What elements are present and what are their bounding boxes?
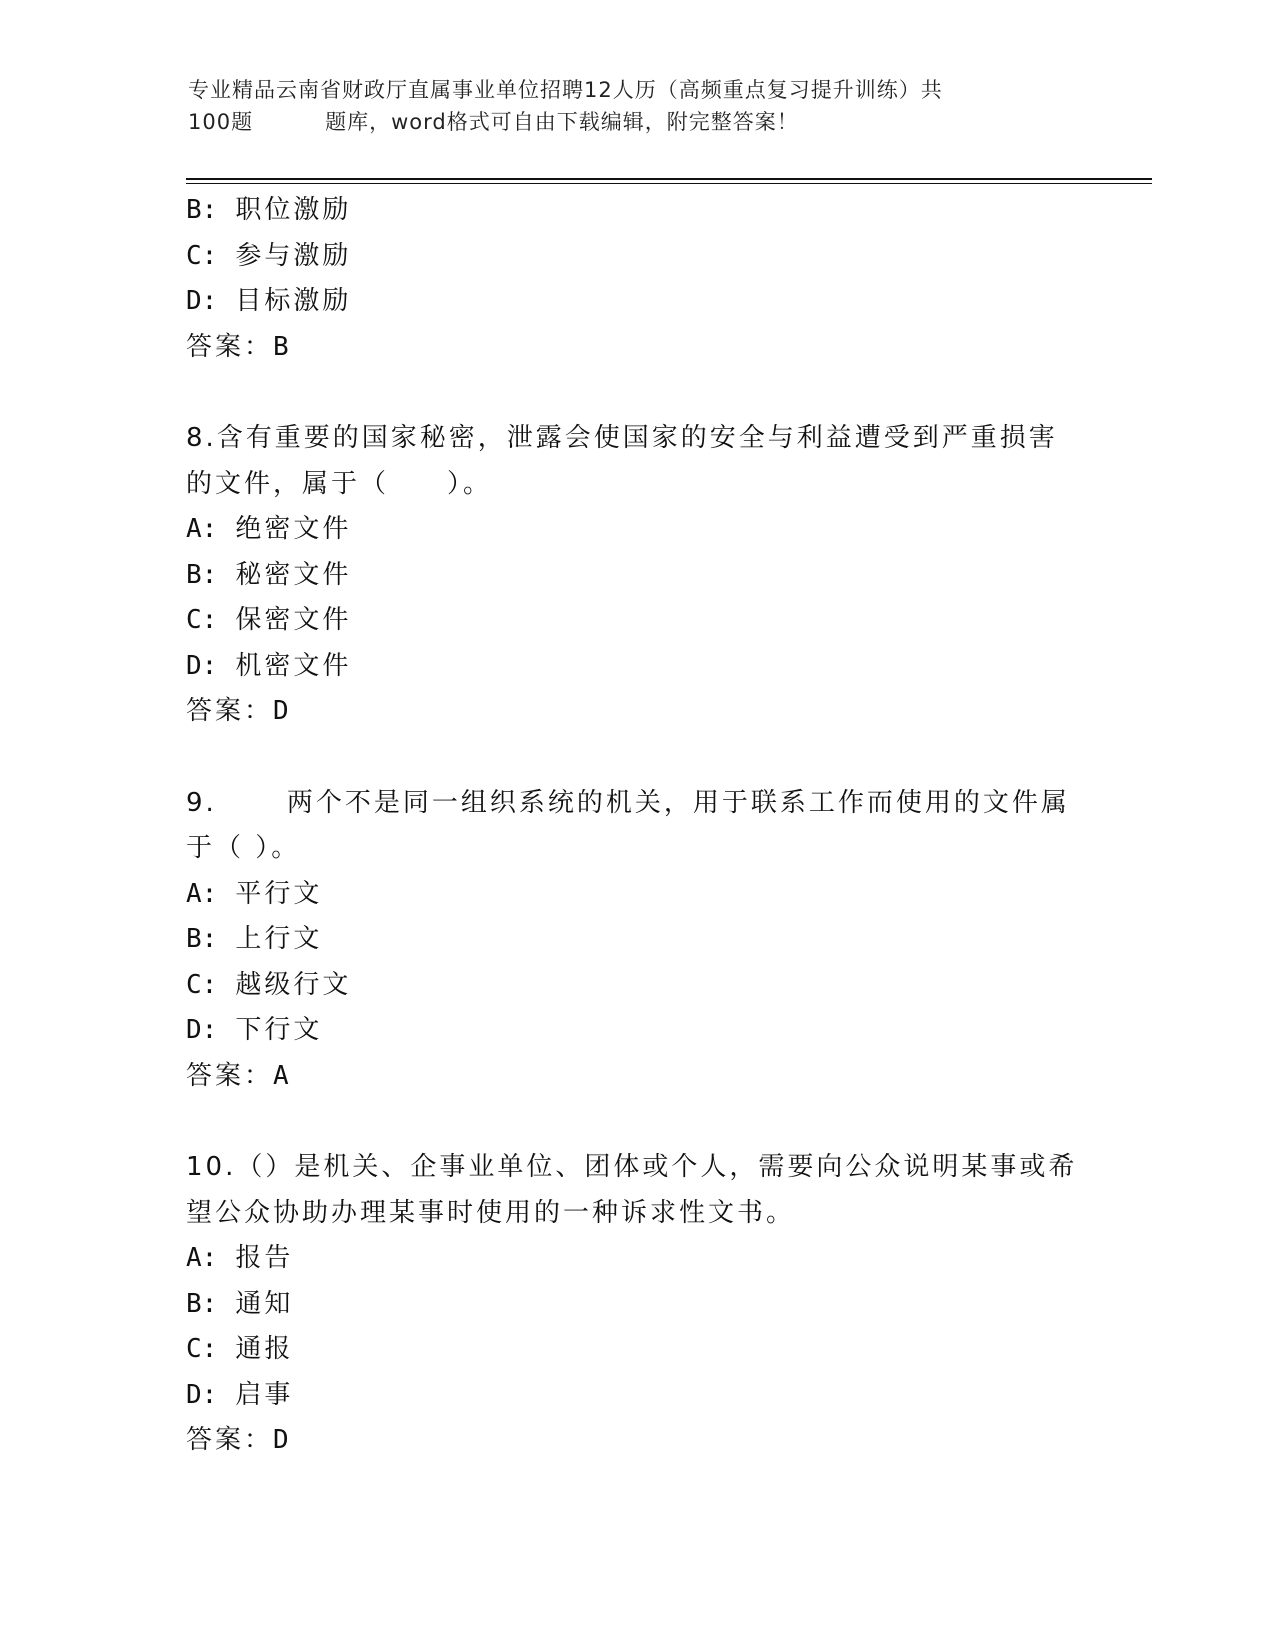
question-9-text-cont: 于（ ）。 xyxy=(186,833,301,863)
option-a: A: 报告 xyxy=(186,1243,294,1273)
header-description: 题库，word格式可自由下载编辑，附完整答案！ xyxy=(325,110,799,134)
option-b: B: 通知 xyxy=(186,1288,294,1319)
header-rule-thick xyxy=(186,178,1152,180)
option-c: C: 越级行文 xyxy=(186,969,352,1000)
question-10-text-cont: 望公众协助办理某事时使用的一种诉求性文书。 xyxy=(186,1197,796,1228)
option-a: A: 平行文 xyxy=(186,878,323,909)
option-b: B: 秘密文件 xyxy=(186,559,352,590)
option-d: D: 启事 xyxy=(186,1379,294,1410)
question-9-text: 9. 两个不是同一组织系统的机关，用于联系工作而使用的文件属 xyxy=(186,787,1070,818)
document-header xyxy=(188,74,1068,138)
option-c: C: 参与激励 xyxy=(186,240,352,271)
option-d: D: 下行文 xyxy=(186,1015,323,1045)
question-9-number: 9. xyxy=(186,787,217,818)
question-8-text-cont: 的文件，属于（ ）。 xyxy=(186,468,493,499)
option-d: D: 目标激励 xyxy=(186,286,352,316)
answer: 答案：B xyxy=(186,331,289,362)
question-content xyxy=(186,188,1086,1464)
header-count: 100题 xyxy=(188,110,254,134)
question-8-text: 8.含有重要的国家秘密，泄露会使国家的安全与利益遭受到严重损害 xyxy=(186,423,1058,453)
option-b: B: 上行文 xyxy=(186,924,323,954)
answer: 答案：A xyxy=(186,1060,289,1091)
header-rule-thin xyxy=(186,183,1152,184)
header-line-1: 专业精品云南省财政厅直属事业单位招聘12人历（高频重点复习提升训练）共 xyxy=(188,78,943,102)
option-a: A: 绝密文件 xyxy=(186,514,352,544)
option-c: C: 通报 xyxy=(186,1334,294,1364)
option-c: C: 保密文件 xyxy=(186,605,352,635)
option-d: D: 机密文件 xyxy=(186,650,352,681)
answer: 答案：D xyxy=(186,696,289,726)
question-10-text: 10.（）是机关、企事业单位、团体或个人，需要向公众说明某事或希 xyxy=(186,1152,1078,1182)
header-line-2 xyxy=(188,106,1068,138)
option-b: B: 职位激励 xyxy=(186,195,352,225)
answer: 答案：D xyxy=(186,1425,289,1455)
